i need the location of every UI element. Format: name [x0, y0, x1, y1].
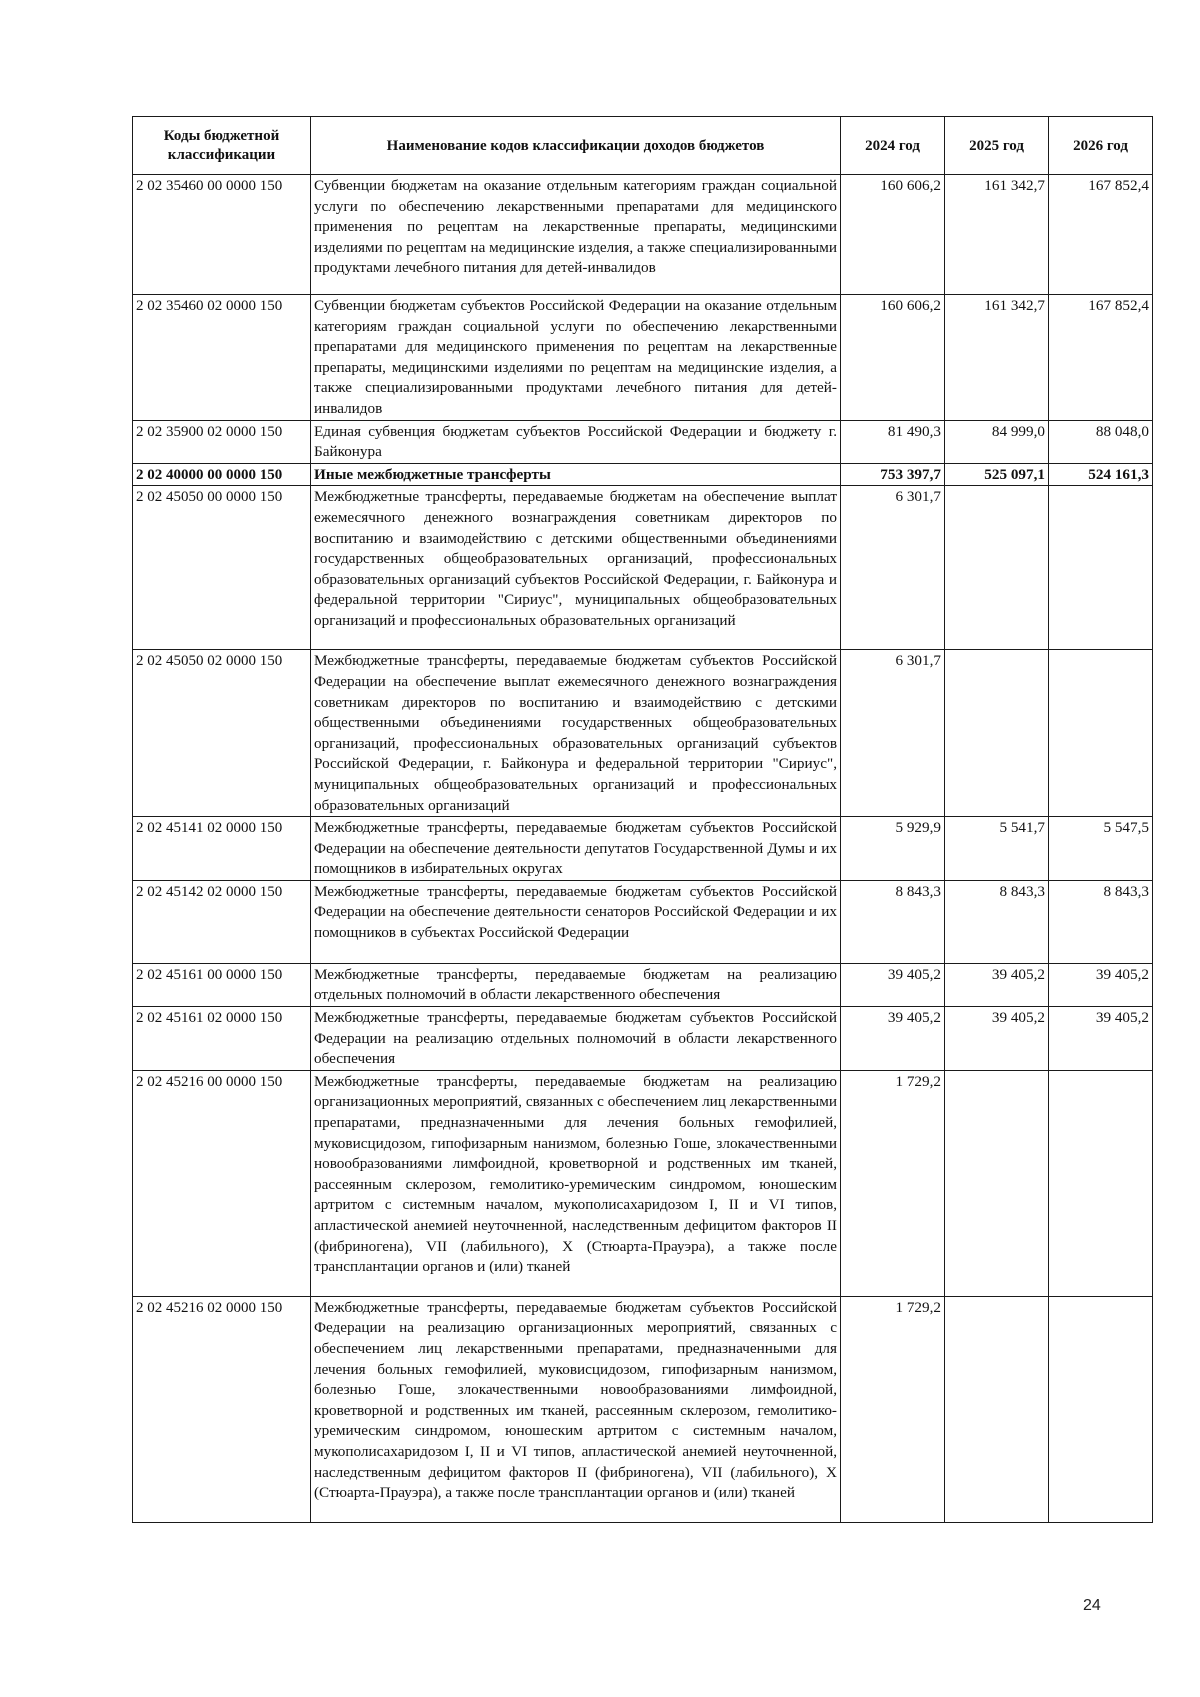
cell-code: 2 02 35900 02 0000 150 — [133, 420, 311, 463]
cell-code: 2 02 45141 02 0000 150 — [133, 817, 311, 881]
cell-2024: 5 929,9 — [841, 817, 945, 881]
header-name: Наименование кодов классификации доходов бюджетов — [311, 117, 841, 175]
cell-name: Межбюджетные трансферты, передаваемые бюджетам субъектов Российской Федерации на обеспечение деятельности сенаторов Российской Федерации и их помощников в субъектах Российской Федерации — [311, 880, 841, 963]
table-row — [133, 1296, 1153, 1522]
cell-code: 2 02 45161 00 0000 150 — [133, 963, 311, 1006]
cell-code: 2 02 45216 02 0000 150 — [133, 1296, 311, 1522]
cell-2024: 39 405,2 — [841, 963, 945, 1006]
cell-code: 2 02 35460 02 0000 150 — [133, 295, 311, 421]
cell-2026 — [1049, 486, 1153, 650]
table-row — [133, 880, 1153, 963]
cell-2024: 81 490,3 — [841, 420, 945, 463]
cell-2026: 167 852,4 — [1049, 295, 1153, 421]
cell-name: Межбюджетные трансферты, передаваемые бюджетам на реализацию отдельных полномочий в области лекарственного обеспечения — [311, 963, 841, 1006]
cell-name: Межбюджетные трансферты, передаваемые бюджетам субъектов Российской Федерации на обеспечение деятельности депутатов Государственной Думы и их помощников в избирательных округах — [311, 817, 841, 881]
cell-name: Единая субвенция бюджетам субъектов Российской Федерации и бюджету г. Байконура — [311, 420, 841, 463]
cell-2025: 161 342,7 — [945, 175, 1049, 295]
cell-2026: 39 405,2 — [1049, 963, 1153, 1006]
cell-2026 — [1049, 1296, 1153, 1522]
cell-2024: 6 301,7 — [841, 486, 945, 650]
cell-code: 2 02 40000 00 0000 150 — [133, 463, 311, 486]
table-body — [133, 175, 1153, 1523]
cell-2025 — [945, 1070, 1049, 1296]
page-number: 24 — [1083, 1597, 1101, 1614]
cell-2024: 8 843,3 — [841, 880, 945, 963]
cell-2026 — [1049, 650, 1153, 817]
header-2026: 2026 год — [1049, 117, 1153, 175]
cell-name: Субвенции бюджетам субъектов Российской Федерации на оказание отдельным категориям граждан социальной услуги по обеспечению лекарственными препаратами для медицинского применения по рецептам на лекарственные препараты, медицинскими изделиями по рецептам на медицинские изделия, а также специализированными продуктами лечебного питания для детей-инвалидов — [311, 295, 841, 421]
table-header-row — [133, 117, 1153, 175]
cell-2025: 8 843,3 — [945, 880, 1049, 963]
cell-name: Иные межбюджетные трансферты — [311, 463, 841, 486]
table-row — [133, 486, 1153, 650]
cell-2024: 753 397,7 — [841, 463, 945, 486]
cell-2026: 39 405,2 — [1049, 1007, 1153, 1071]
cell-2025 — [945, 1296, 1049, 1522]
cell-code: 2 02 45050 02 0000 150 — [133, 650, 311, 817]
cell-2026 — [1049, 1070, 1153, 1296]
cell-2026: 5 547,5 — [1049, 817, 1153, 881]
cell-2025: 5 541,7 — [945, 817, 1049, 881]
cell-2024: 1 729,2 — [841, 1070, 945, 1296]
cell-2024: 160 606,2 — [841, 295, 945, 421]
cell-code: 2 02 35460 00 0000 150 — [133, 175, 311, 295]
cell-2024: 39 405,2 — [841, 1007, 945, 1071]
cell-2026: 88 048,0 — [1049, 420, 1153, 463]
cell-2024: 6 301,7 — [841, 650, 945, 817]
cell-name: Межбюджетные трансферты, передаваемые бюджетам субъектов Российской Федерации на реализацию организационных мероприятий, связанных с обеспечением лиц лекарственными препаратами, предназначенными для лечения больных гемофилией, муковисцидозом, гипофизарным нанизмом, болезнью Гоше, злокачественными новообразованиями лимфоидной, кроветворной и родственных им тканей, рассеянным склерозом, гемолитико-уремическим синдромом, юношеским артритом с системным началом, мукополисахаридозом I, II и VI типов, апластической анемией неуточненной, наследственным дефицитом факторов II (фибриногена), VII (лабильного), X (Стюарта-Прауэра), а также после трансплантации органов и (или) тканей — [311, 1296, 841, 1522]
header-code: Коды бюджетной классификации — [133, 117, 311, 175]
budget-table — [132, 116, 1153, 1523]
cell-name: Межбюджетные трансферты, передаваемые бюджетам субъектов Российской Федерации на реализацию отдельных полномочий в области лекарственного обеспечения — [311, 1007, 841, 1071]
table-row — [133, 463, 1153, 486]
cell-2024: 160 606,2 — [841, 175, 945, 295]
header-2025: 2025 год — [945, 117, 1049, 175]
cell-name: Межбюджетные трансферты, передаваемые бюджетам на реализацию организационных мероприятий, связанных с обеспечением лиц лекарственными препаратами, предназначенными для лечения больных гемофилией, муковисцидозом, гипофизарным нанизмом, болезнью Гоше, злокачественными новообразованиями лимфоидной, кроветворной и родственных им тканей, рассеянным склерозом, гемолитико-уремическим синдромом, юношеским артритом с системным началом, мукополисахаридозом I, II и VI типов, апластической анемией неуточненной, наследственным дефицитом факторов II (фибриногена), VII (лабильного), X (Стюарта-Прауэра), а также после трансплантации органов и (или) тканей — [311, 1070, 841, 1296]
cell-name: Субвенции бюджетам на оказание отдельным категориям граждан социальной услуги по обеспечению лекарственными препаратами для медицинского применения по рецептам на лекарственные препараты, медицинскими изделиями по рецептам на медицинские изделия, а также специализированными продуктами лечебного питания для детей-инвалидов — [311, 175, 841, 295]
cell-2025: 39 405,2 — [945, 963, 1049, 1006]
table-row — [133, 295, 1153, 421]
cell-code: 2 02 45142 02 0000 150 — [133, 880, 311, 963]
cell-name: Межбюджетные трансферты, передаваемые бюджетам на обеспечение выплат ежемесячного денежного вознаграждения советникам директоров по воспитанию и взаимодействию с детскими общественными объединениями государственных общеобразовательных организаций, профессиональных образовательных организаций субъектов Российской Федерации, г. Байконура и федеральной территории "Сириус", муниципальных общеобразовательных организаций и профессиональных образовательных организаций — [311, 486, 841, 650]
cell-2025: 525 097,1 — [945, 463, 1049, 486]
table-row — [133, 420, 1153, 463]
table-row — [133, 1070, 1153, 1296]
table-row — [133, 175, 1153, 295]
cell-code: 2 02 45050 00 0000 150 — [133, 486, 311, 650]
cell-2026: 524 161,3 — [1049, 463, 1153, 486]
cell-name: Межбюджетные трансферты, передаваемые бюджетам субъектов Российской Федерации на обеспечение выплат ежемесячного денежного вознаграждения советникам директоров по воспитанию и взаимодействию с детскими общественными объединениями государственных общеобразовательных организаций, профессиональных образовательных организаций субъектов Российской Федерации, г. Байконура и федеральной территории "Сириус", муниципальных общеобразовательных организаций и профессиональных образовательных организаций — [311, 650, 841, 817]
cell-2025 — [945, 486, 1049, 650]
header-2024: 2024 год — [841, 117, 945, 175]
cell-2025 — [945, 650, 1049, 817]
cell-2024: 1 729,2 — [841, 1296, 945, 1522]
cell-2025: 161 342,7 — [945, 295, 1049, 421]
table-row — [133, 817, 1153, 881]
cell-2025: 84 999,0 — [945, 420, 1049, 463]
cell-code: 2 02 45216 00 0000 150 — [133, 1070, 311, 1296]
cell-code: 2 02 45161 02 0000 150 — [133, 1007, 311, 1071]
cell-2025: 39 405,2 — [945, 1007, 1049, 1071]
cell-2026: 167 852,4 — [1049, 175, 1153, 295]
table-row — [133, 963, 1153, 1006]
table-row — [133, 650, 1153, 817]
cell-2026: 8 843,3 — [1049, 880, 1153, 963]
table-row — [133, 1007, 1153, 1071]
